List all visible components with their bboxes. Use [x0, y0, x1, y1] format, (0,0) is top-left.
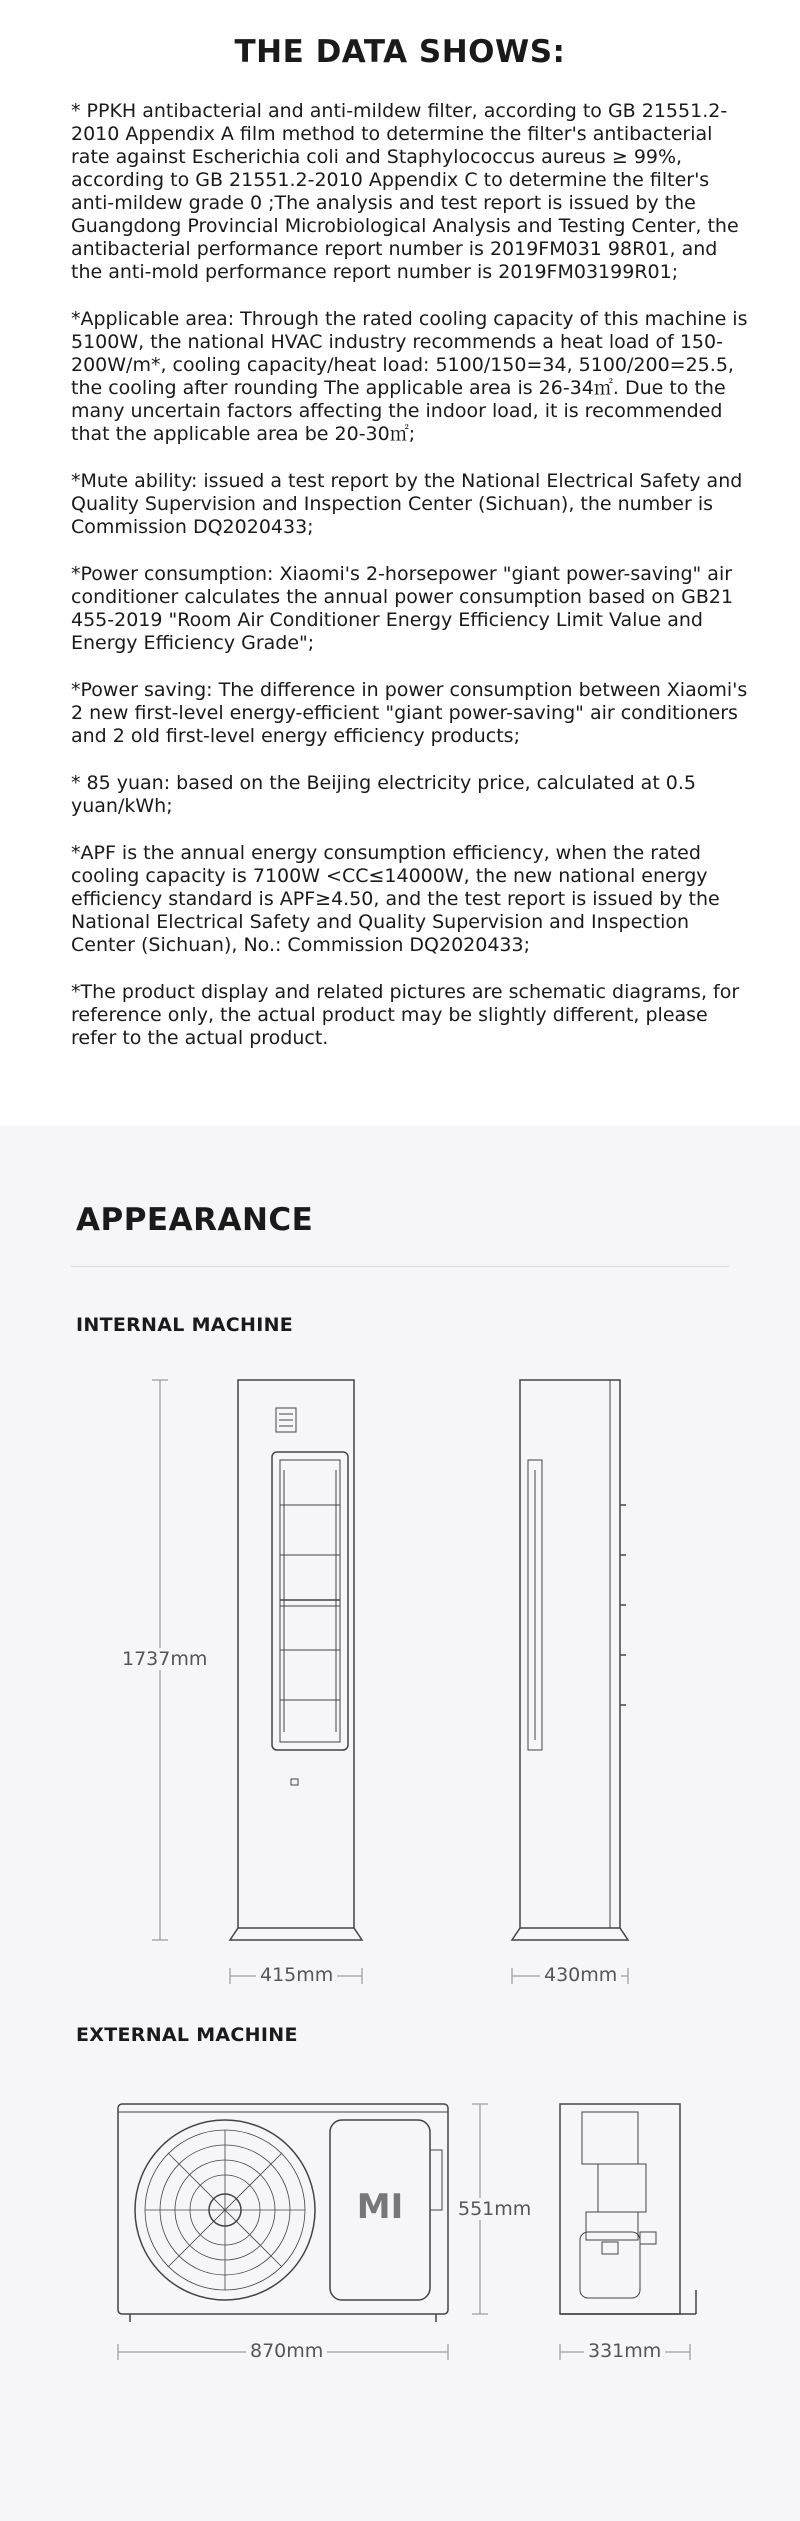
indoor-side-width-label: 430mm — [540, 1964, 621, 1986]
outdoor-front-width-label: 870mm — [246, 2340, 327, 2362]
data-section-title: THE DATA SHOWS: — [234, 34, 566, 70]
external-machine-heading: EXTERNAL MACHINE — [76, 2024, 298, 2046]
indoor-unit-front-drawing — [230, 1380, 362, 1940]
note-power-saving: *Power saving: The difference in power consumption between Xiaomi's 2 new first-level energy-efficient "giant power-saving" air conditioners and 2 old first-level energy efficiency products; — [71, 679, 748, 747]
outdoor-unit-side-drawing — [560, 2104, 696, 2314]
note-filter: * PPKH antibacterial and anti-mildew filter, according to GB 21551.2-2010 Appendix A film method to determine the filter's antibacterial rate against Escherichia coli and Staphylococcus aureus ≥ 99%, according to GB 21551.2-2010 Appendix C to determine the filter's anti-mildew grade 0 ;The analysis and test report is issued by the Guangdong Provincial Microbiological Analysis and Testing Center, the antibacterial performance report number is 2019FM031 98R01, and the anti-mold performance report number is 2019FM03199R01; — [71, 100, 739, 283]
mi-logo: MI — [356, 2187, 404, 2227]
note-apf: *APF is the annual energy consumption efficiency, when the rated cooling capacity is 7100W <CC≤14000W, the new national energy efficiency standard is APF≥4.50, and the test report is issued by the National Electrical Safety and Quality Supervision and Inspection Center (Sichuan), No.: Commission DQ2020433; — [71, 842, 720, 956]
note-price: * 85 yuan: based on the Beijing electricity price, calculated at 0.5 yuan/kWh; — [71, 772, 697, 817]
internal-machine-heading: INTERNAL MACHINE — [76, 1314, 294, 1336]
outdoor-height-label: 551mm — [454, 2198, 535, 2220]
note-disclaimer: *The product display and related pictures are schematic diagrams, for reference only, the actual product may be slightly different, please refer to the actual product. — [71, 981, 740, 1049]
outdoor-side-width-label: 331mm — [584, 2340, 665, 2362]
indoor-height-label: 1737mm — [118, 1648, 211, 1670]
dimension-lines — [118, 1380, 690, 2360]
indoor-unit-side-drawing — [512, 1380, 628, 1940]
appearance-title: APPEARANCE — [76, 1202, 314, 1238]
note-power-consumption: *Power consumption: Xiaomi's 2-horsepower "giant power-saving" air conditioner calculates the annual power consumption based on GB21 455-2019 "Room Air Conditioner Energy Efficiency Limit Value and Energy Efficiency Grade"; — [71, 563, 734, 654]
indoor-front-width-label: 415mm — [256, 1964, 337, 1986]
note-area: *Applicable area: Through the rated cooling capacity of this machine is 5100W, the national HVAC industry recommends a heat load of 150-200W/m*, cooling capacity/heat load: 5100/150=34, 5100/200=25.5, the cooling after rounding The applicable area is 26-34㎡. Due to the many uncertain factors affecting the indoor load, it is recommended that the applicable area be 20-30㎡; — [71, 308, 748, 445]
note-mute: *Mute ability: issued a test report by the National Electrical Safety and Quality Supervision and Inspection Center (Sichuan), the number is Commission DQ2020433; — [71, 470, 743, 538]
